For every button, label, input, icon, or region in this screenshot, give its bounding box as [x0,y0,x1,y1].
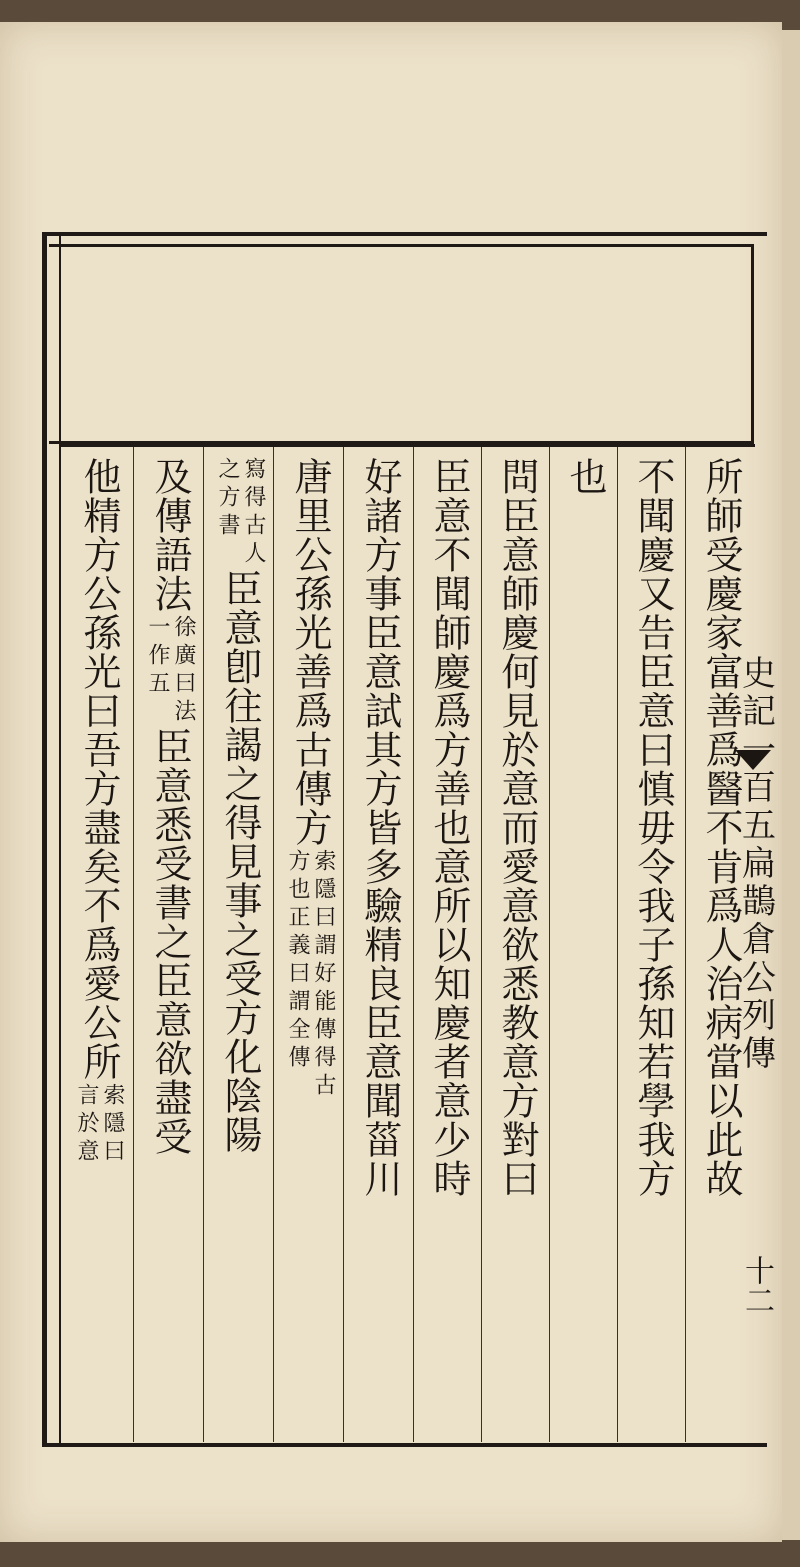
column-rule [133,447,134,1442]
commentary-line-left: 方也正義曰謂全傳 [285,849,310,1073]
text-column-6 [347,457,413,1437]
text-column-7 [277,457,343,1437]
text-column-4 [485,457,549,1437]
commentary [75,1083,123,1167]
column-rule [549,447,550,1442]
commentary [286,849,334,1101]
column-rule [273,447,274,1442]
main-text: 好諸方事臣意試其方皆多驗精良臣意聞菑川 [358,457,402,1198]
text-column-8 [207,457,273,1437]
page-edge [782,30,800,1540]
commentary [146,615,194,727]
page-number: 十二 [739,1255,774,1315]
block-heart [736,655,776,1315]
column-rule [413,447,414,1442]
text-block [61,444,755,1442]
main-text: 唐里公孫光善爲古傳方 [288,457,332,847]
blank-header-panel [49,244,754,444]
commentary-line-right: 索隱曰 [100,1083,125,1167]
column-rule [617,447,618,1442]
main-text-continued: 臣意悉受書之臣意欲盡受 [148,727,192,1156]
column-rule [685,447,686,1442]
text-column-10 [65,457,133,1437]
text-column-9 [137,457,203,1437]
main-text: 不聞慶又告臣意曰慎毋令我子孫知若學我方 [631,457,675,1198]
commentary-line-right: 寫得古人 [241,457,266,569]
printed-frame [42,232,767,1447]
commentary-line-left: 一作五 [145,615,170,699]
main-text: 所師受慶家富善爲醫不肯爲人治病當以此故 [699,457,743,1198]
commentary-line-right: 徐廣曰法 [171,615,196,727]
main-text: 問臣意師慶何見於意而愛意欲悉教意方對曰 [495,457,539,1198]
text-column-5 [417,457,481,1437]
commentary-line-left: 言於意 [74,1083,99,1167]
main-text: 及傳語法 [148,457,192,613]
text-column-2 [621,457,685,1437]
column-rule [203,447,204,1442]
main-text: 也 [563,457,607,496]
column-rule [343,447,344,1442]
main-text: 他精方公孫光曰吾方盡矣不爲愛公所 [77,457,121,1081]
commentary [216,457,264,569]
main-text-continued: 臣意卽往謁之得見事之受方化陰陽 [218,569,262,1154]
commentary-line-right: 索隱曰謂好能傳得古 [311,849,336,1101]
main-text: 臣意不聞師慶爲方善也意所以知慶者意少時 [427,457,471,1198]
column-rule [481,447,482,1442]
text-column-3 [553,457,617,1437]
commentary-line-left: 之方書 [215,457,240,541]
spine-title: 史記一百五扁鵲倉公列傳 [735,655,776,1073]
